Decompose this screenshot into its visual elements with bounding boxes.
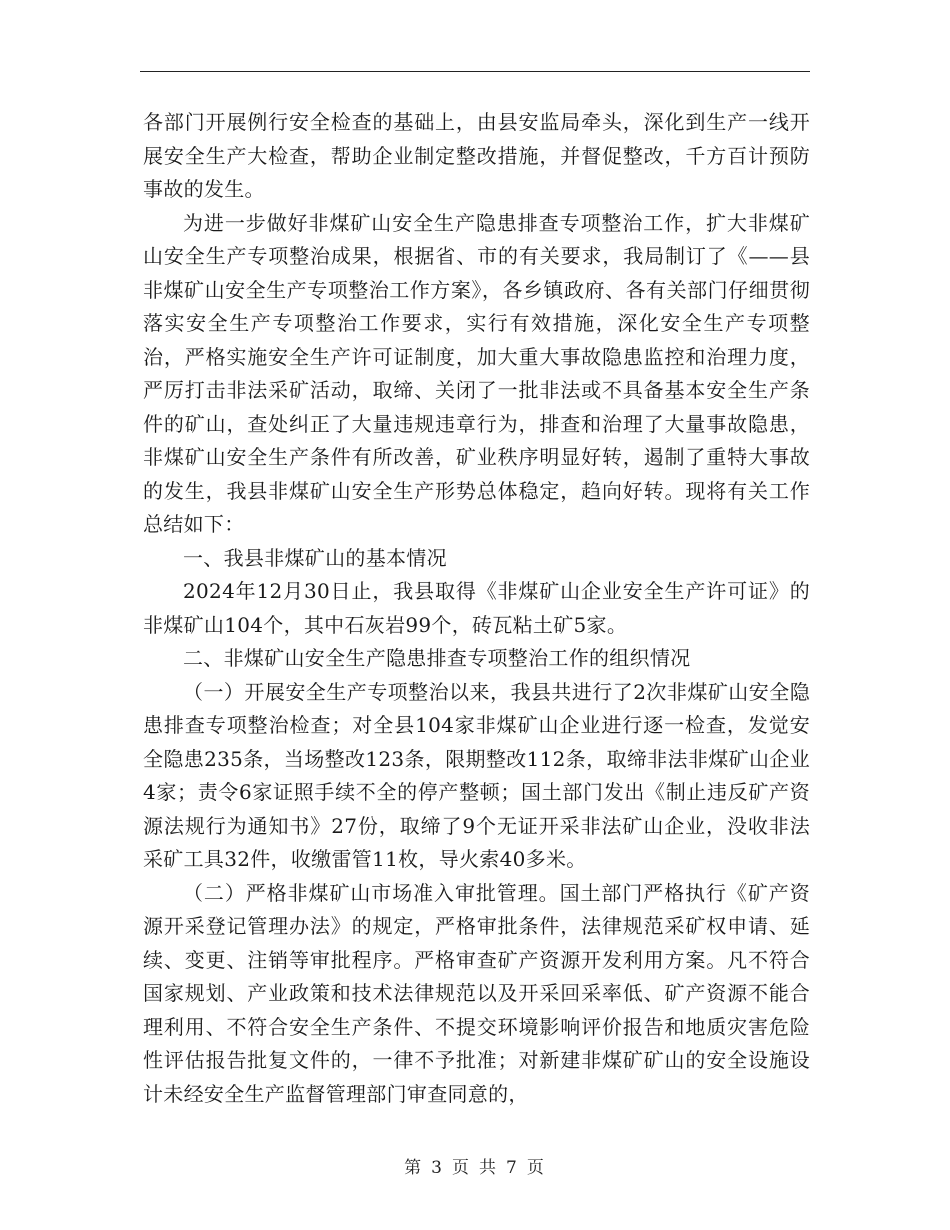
page-footer xyxy=(0,1153,950,1178)
footer-total-pages: 7 xyxy=(506,1158,519,1178)
footer-suffix: 页 xyxy=(526,1158,546,1178)
footer-page-word: 页 xyxy=(452,1158,471,1178)
paragraph-item-one: （一）开展安全生产专项整治以来，我县共进行了2次非煤矿山安全隐患排查专项整治检查；对全县104家非煤矿山企业进行逐一检查，发觉安全隐患235条，当场整改123条，限期整改112条，取缔非法非煤矿山企业4家；责令6家证照手续不全的停产整顿；国土部门发出《制止违反矿产资源法规行为通知书》27份，取缔了9个无证开采非法矿山企业，没收非法采矿工具32件，收缴雷管11枚，导火索40多米。 xyxy=(143,679,810,871)
section-heading-organization: 二、非煤矿山安全生产隐患排查专项整治工作的组织情况 xyxy=(183,646,691,670)
paragraph-intro: 为进一步做好非煤矿山安全生产隐患排查专项整治工作，扩大非煤矿山安全生产专项整治成果，根据省、市的有关要求，我局制订了《——县非煤矿山安全生产专项整治工作方案》，各乡镇政府、各有关部门仔细贯彻落实安全生产专项整治工作要求，实行有效措施，深化安全生产专项整治，严格实施安全生产许可证制度，加大重大事故隐患监控和治理力度，严厉打击非法采矿活动，取缔、关闭了一批非法或不具备基本安全生产条件的矿山，查处纠正了大量违规违章行为，排查和治理了大量事故隐患，非煤矿山安全生产条件有所改善，矿业秩序明显好转，遏制了重特大事故的发生，我县非煤矿山安全生产形势总体稳定，趋向好转。现将有关工作总结如下： xyxy=(143,210,810,536)
body-text xyxy=(143,106,810,1111)
footer-current-page: 3 xyxy=(431,1158,444,1178)
header-rule xyxy=(140,71,810,72)
section-heading-basic-situation: 一、我县非煤矿山的基本情况 xyxy=(183,545,447,570)
paragraph-continuation: 各部门开展例行安全检查的基础上，由县安监局牵头，深化到生产一线开展安全生产大检查，帮助企业制定整改措施，并督促整改，千方百计预防事故的发生。 xyxy=(143,110,810,201)
paragraph-item-two: （二）严格非煤矿山市场准入审批管理。国土部门严格执行《矿产资源开采登记管理办法》的规定，严格审批条件，法律规范采矿权申请、延续、变更、注销等审批程序。严格审查矿产资源开发利用方案。凡不符合国家规划、产业政策和技术法律规范以及开采回采率低、矿产资源不能合理利用、不符合安全生产条件、不提交环境影响评价报告和地质灾害危险性评估报告批复文件的，一律不予批准；对新建非煤矿矿山的安全设施设计未经安全生产监督管理部门审查同意的， xyxy=(143,880,810,1106)
footer-total-word: 共 xyxy=(479,1158,498,1178)
paragraph-basic-situation: 2024年12月30日止，我县取得《非煤矿山企业安全生产许可证》的非煤矿山104个，其中石灰岩99个，砖瓦粘土矿5家。 xyxy=(143,579,810,637)
footer-prefix: 第 xyxy=(404,1158,424,1178)
